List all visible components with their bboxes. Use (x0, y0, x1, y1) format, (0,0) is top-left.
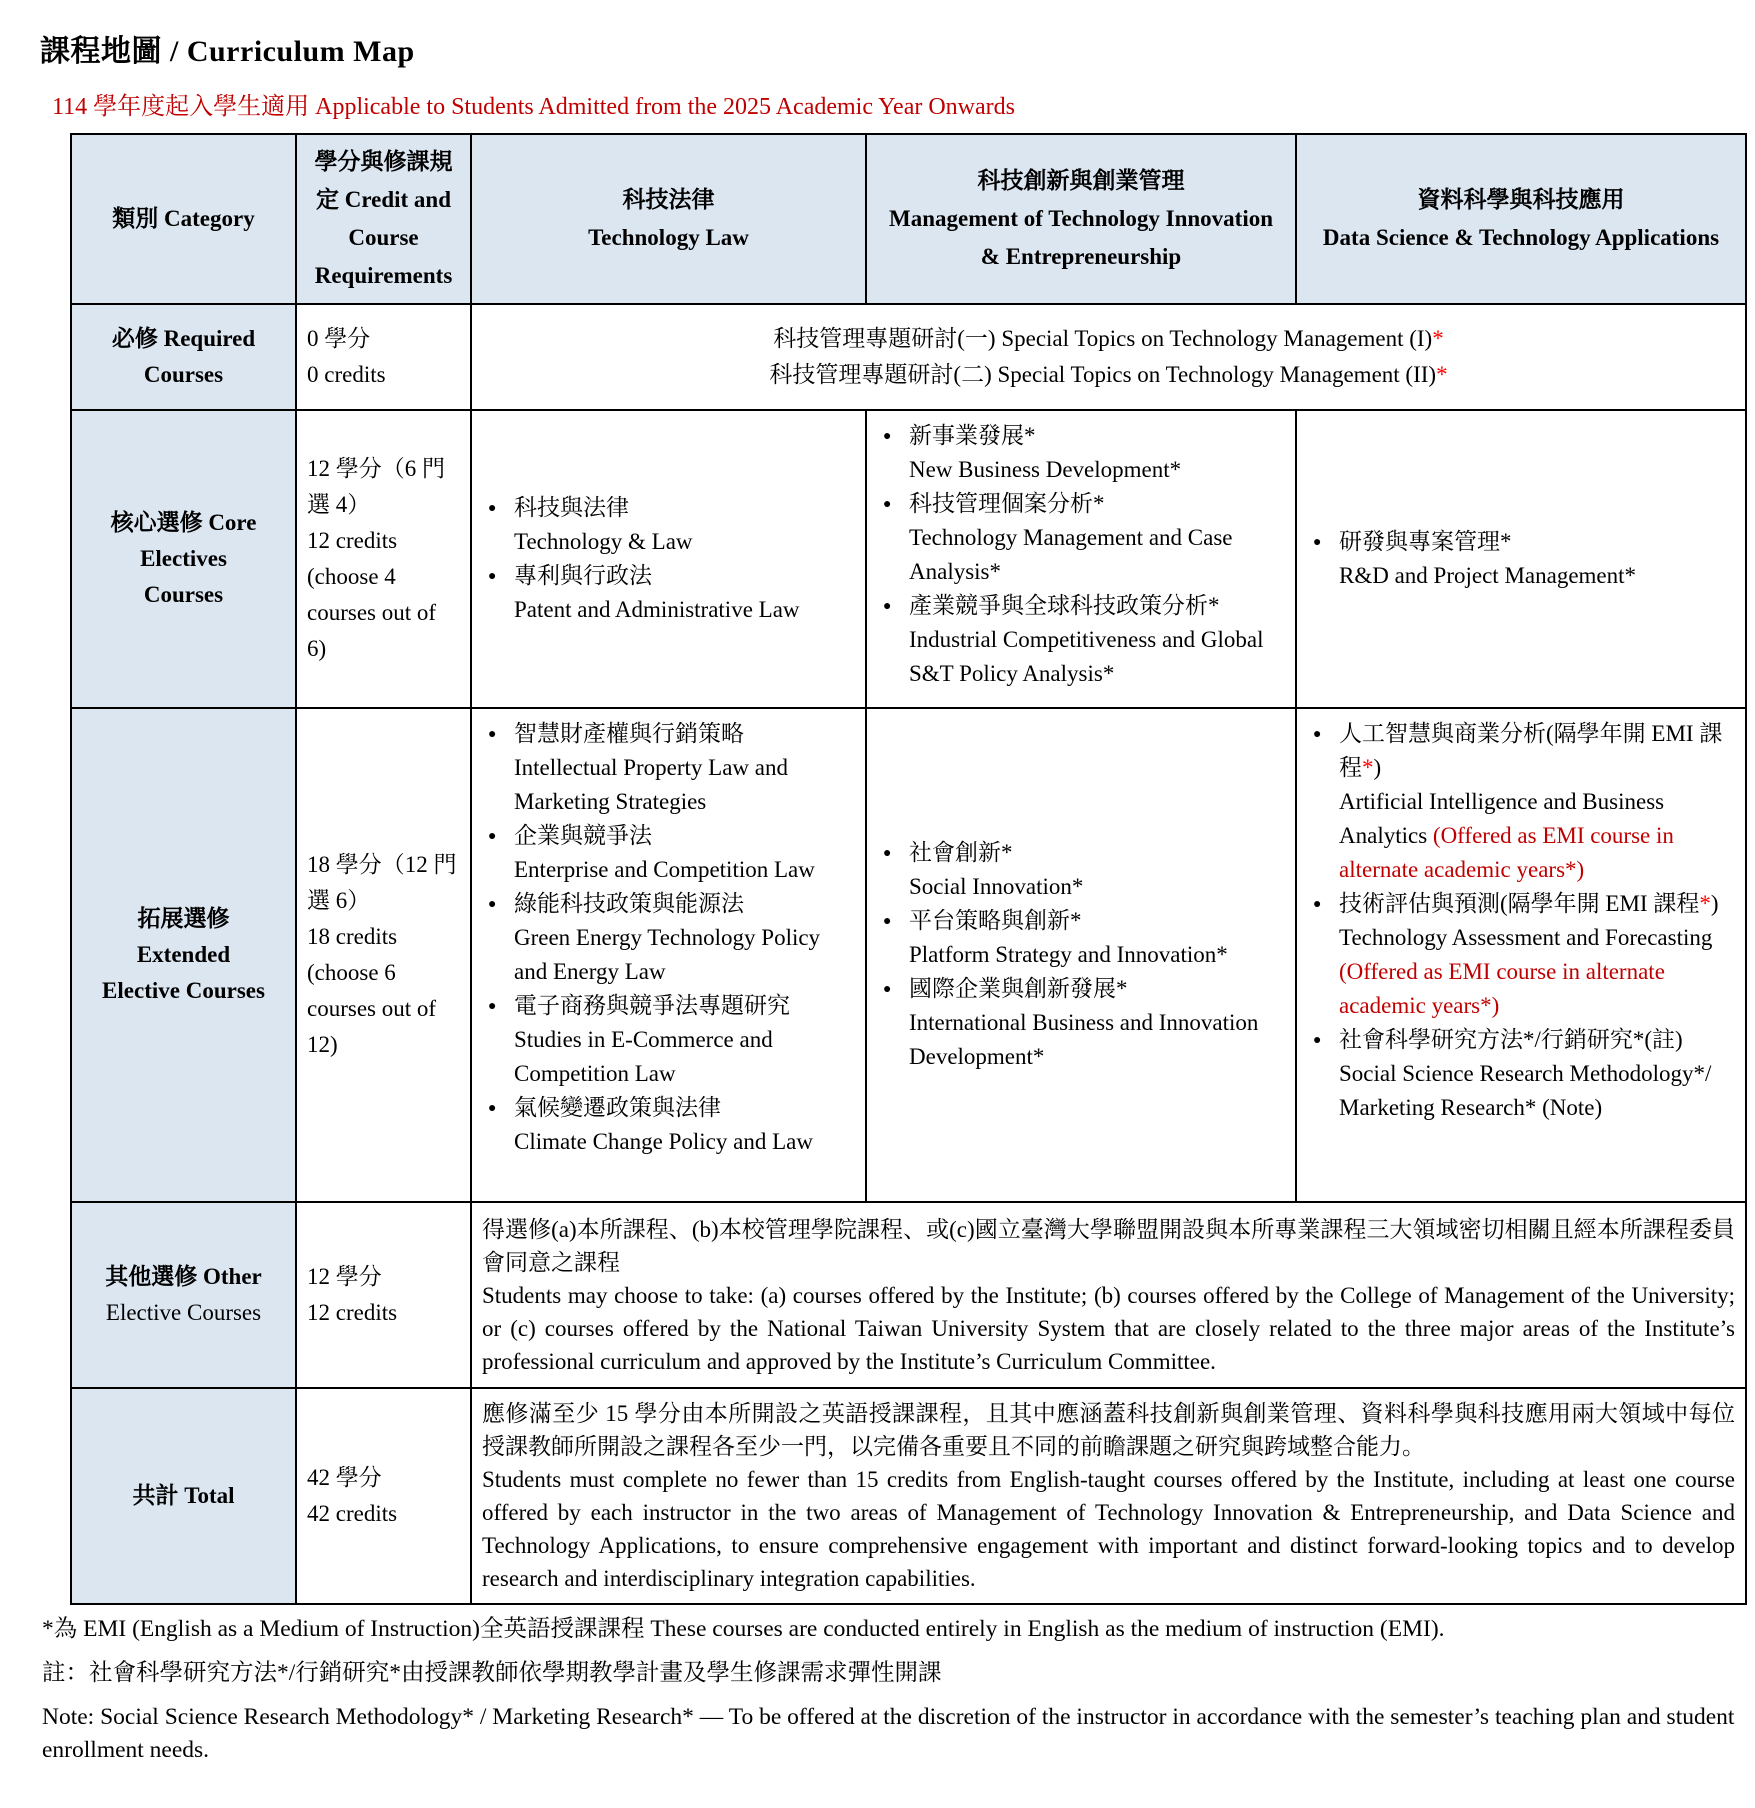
course-item (1307, 887, 1735, 1023)
course-zh-close: ) (1710, 891, 1719, 916)
other-category-line2: Elective Courses (105, 1300, 262, 1325)
curriculum-table (70, 133, 1747, 1605)
course-en-text: Technology Assessment and Forecasting (1339, 925, 1713, 950)
total-description-cell (471, 1388, 1746, 1604)
course-en (1339, 785, 1735, 887)
footnote-note-zh: 註：社會科學研究方法*/行銷研究*由授課教師依學期教學計畫及學生修課需求彈性開課 (42, 1660, 942, 1686)
bullet-icon: ● (488, 727, 497, 742)
core-mgmt-cell (866, 410, 1296, 708)
core-category-line2: Electives (140, 546, 227, 571)
other-credits-cell (296, 1202, 471, 1388)
extended-credits-zh: 18 學分（12 門選 6） (307, 852, 457, 913)
course-zh-text: 人工智慧與商業分析(隔學年開 EMI 課程 (1339, 721, 1723, 780)
header-mgmt-innovation-en: Management of Technology Innovation & Entrepreneurship (888, 206, 1273, 269)
core-ds-cell (1296, 410, 1746, 708)
total-credits-zh: 42 學分 (307, 1465, 382, 1490)
course-en: Patent and Administrative Law (514, 597, 800, 622)
extended-credits-en: 18 credits (choose 6 courses out of 12) (307, 924, 437, 1057)
emi-note-red: (Offered as EMI course in alternate academic years*) (1339, 959, 1665, 1018)
extended-category-line2: Extended (136, 942, 231, 967)
course-zh: 產業競爭與全球科技政策分析* (909, 593, 1220, 618)
required-category-cell (71, 304, 296, 410)
footnote-note-en: Note: Social Science Research Methodology* / Marketing Research* — To be offered at the discretion of the instructor in accordance with the semester’s teaching plan and student enrollment needs. (42, 1704, 1735, 1763)
course-item (482, 819, 855, 887)
required-category-line2: Courses (143, 362, 224, 387)
header-technology-law-zh: 科技法律 (622, 187, 715, 212)
required-courses-cell (471, 304, 1746, 410)
course-en: Green Energy Technology Policy and Energy Law (514, 925, 821, 984)
course-item (482, 989, 855, 1091)
course-en: R&D and Project Management* (1339, 563, 1637, 588)
extended-category-cell (71, 708, 296, 1202)
emi-asterisk: * (1362, 755, 1374, 780)
header-data-science-zh: 資料科學與科技應用 (1417, 187, 1625, 212)
required-course-line2-text: 科技管理專題研討(二) Special Topics on Technology Management (II) (769, 362, 1437, 387)
header-data-science-en: Data Science & Technology Applications (1322, 225, 1720, 250)
bullet-icon: ● (1313, 535, 1322, 550)
required-course-line1 (482, 321, 1735, 357)
course-item (877, 972, 1285, 1074)
course-en: Studies in E-Commerce and Competition Law (514, 1027, 773, 1086)
course-en: Industrial Competitiveness and Global S&T Policy Analysis* (909, 627, 1264, 686)
total-category-label: 共計 Total (132, 1483, 235, 1508)
total-credits-en: 42 credits (307, 1501, 398, 1526)
header-category (71, 134, 296, 304)
extended-mgmt-cell (866, 708, 1296, 1202)
required-course-line2-asterisk: * (1436, 362, 1448, 387)
total-description-zh: 應修滿至少 15 學分由本所開設之英語授課課程，且其中應涵蓋科技創新與創業管理、資料科學與科技應用兩大領域中每位授課教師所開設之課程各至少一門，以完備各重要且不同的前瞻課題之研究與跨域整合能力。 (482, 1401, 1735, 1459)
extended-category-line1: 拓展選修 (137, 906, 230, 931)
course-zh: 科技與法律 (514, 495, 629, 520)
other-credits-zh: 12 學分 (307, 1264, 382, 1289)
course-en: Platform Strategy and Innovation* (909, 942, 1228, 967)
bullet-icon: ● (883, 846, 892, 861)
row-core-electives (71, 410, 1746, 708)
course-zh: 專利與行政法 (514, 563, 652, 588)
course-item (877, 904, 1285, 972)
footnotes (42, 1613, 1755, 1767)
required-credits-en: 0 credits (307, 362, 386, 387)
course-en: Climate Change Policy and Law (514, 1129, 813, 1154)
course-item (482, 1091, 855, 1159)
course-zh: 智慧財產權與行銷策略 (514, 721, 744, 746)
extended-ds-cell (1296, 708, 1746, 1202)
course-zh (1339, 717, 1735, 785)
bullet-icon: ● (488, 999, 497, 1014)
core-category-line3: Courses (143, 582, 224, 607)
extended-law-cell (471, 708, 866, 1202)
header-category-label: 類別 Category (112, 206, 255, 231)
course-zh: 新事業發展* (909, 423, 1036, 448)
course-en: International Business and Innovation Development* (909, 1010, 1259, 1069)
applicability-note: 114 學年度起入學生適用 Applicable to Students Admitted from the 2025 Academic Year Onwards (52, 94, 1015, 120)
header-technology-law-en: Technology Law (588, 225, 749, 250)
required-course-line1-asterisk: * (1432, 326, 1444, 351)
course-zh-close: ) (1373, 755, 1382, 780)
required-category-line1: 必修 Required (111, 326, 256, 351)
extended-credits-cell (296, 708, 471, 1202)
course-zh: 綠能科技政策與能源法 (514, 891, 744, 916)
course-item (482, 491, 855, 559)
header-credit-requirements-label: 學分與修課規定 Credit and Course Requirements (314, 149, 453, 288)
total-credits-cell (296, 1388, 471, 1604)
bullet-icon: ● (1313, 727, 1322, 742)
extended-category-line3: Elective Courses (102, 978, 265, 1003)
course-item (877, 589, 1285, 691)
bullet-icon: ● (488, 569, 497, 584)
course-en: Technology & Law (514, 529, 693, 554)
row-other-electives (71, 1202, 1746, 1388)
course-item (482, 717, 855, 819)
course-zh: 社會科學研究方法*/行銷研究*(註) (1339, 1027, 1683, 1052)
other-credits-en: 12 credits (307, 1300, 398, 1325)
bullet-icon: ● (883, 914, 892, 929)
course-item (1307, 525, 1735, 593)
other-category-line1: 其他選修 Other (105, 1264, 262, 1289)
bullet-icon: ● (883, 599, 892, 614)
course-en: Enterprise and Competition Law (514, 857, 815, 882)
bullet-icon: ● (1313, 897, 1322, 912)
course-en: Intellectual Property Law and Marketing Strategies (514, 755, 788, 814)
other-description-en: Students may choose to take: (a) courses offered by the Institute; (b) courses offered by the College of Management of the University; or (c) courses offered by the National Taiwan University System that are closely related to the three major areas of the Institute’s professional curriculum and approved by the Institute’s Curriculum Committee. (482, 1282, 1735, 1374)
header-mgmt-innovation-zh: 科技創新與創業管理 (977, 168, 1185, 193)
course-en: Technology Management and Case Analysis* (909, 525, 1233, 584)
course-zh: 平台策略與創新* (909, 908, 1082, 933)
required-course-line1-text: 科技管理專題研討(一) Special Topics on Technology Management (I) (773, 326, 1433, 351)
course-item (1307, 1023, 1735, 1125)
core-category-line1: 核心選修 Core (110, 510, 257, 535)
course-zh: 國際企業與創新發展* (909, 976, 1128, 1001)
required-credits-zh: 0 學分 (307, 326, 371, 351)
emi-asterisk: * (1699, 891, 1711, 916)
course-item (877, 487, 1285, 589)
course-zh: 電子商務與競爭法專題研究 (514, 993, 790, 1018)
course-zh: 企業與競爭法 (514, 823, 652, 848)
course-zh: 社會創新* (909, 840, 1013, 865)
bullet-icon: ● (883, 982, 892, 997)
total-category-cell (71, 1388, 296, 1604)
course-item (1307, 717, 1735, 887)
course-zh (1339, 887, 1735, 921)
bullet-icon: ● (488, 897, 497, 912)
bullet-icon: ● (883, 429, 892, 444)
course-en (1339, 921, 1735, 1023)
header-row (71, 134, 1746, 304)
other-category-cell (71, 1202, 296, 1388)
course-item (877, 419, 1285, 487)
course-zh-text: 技術評估與預測(隔學年開 EMI 課程 (1339, 891, 1700, 916)
required-credits-cell (296, 304, 471, 410)
bullet-icon: ● (883, 497, 892, 512)
course-zh: 研發與專案管理* (1339, 529, 1512, 554)
header-data-science (1296, 134, 1746, 304)
core-credits-zh: 12 學分（6 門選 4） (307, 456, 445, 517)
bullet-icon: ● (488, 829, 497, 844)
core-credits-en: 12 credits (choose 4 courses out of 6) (307, 528, 437, 661)
course-en: Social Innovation* (909, 874, 1084, 899)
other-description-cell (471, 1202, 1746, 1388)
course-item (482, 559, 855, 627)
course-en: Social Science Research Methodology*/ Marketing Research* (Note) (1339, 1061, 1712, 1120)
course-item (877, 836, 1285, 904)
header-mgmt-innovation (866, 134, 1296, 304)
course-zh: 科技管理個案分析* (909, 491, 1105, 516)
bullet-icon: ● (488, 501, 497, 516)
core-category-cell (71, 410, 296, 708)
emi-note-red: (Offered as EMI course in alternate academic years*) (1339, 823, 1674, 882)
row-extended-electives (71, 708, 1746, 1202)
header-credit-requirements (296, 134, 471, 304)
other-description-zh: 得選修(a)本所課程、(b)本校管理學院課程、或(c)國立臺灣大學聯盟開設與本所專業課程三大領域密切相關且經本所課程委員會同意之課程 (482, 1216, 1735, 1275)
course-item (482, 887, 855, 989)
row-required-courses (71, 304, 1746, 410)
core-law-cell (471, 410, 866, 708)
core-credits-cell (296, 410, 471, 708)
page-title: 課程地圖 / Curriculum Map (40, 35, 415, 68)
required-course-line2 (482, 357, 1735, 393)
bullet-icon: ● (488, 1101, 497, 1116)
bullet-icon: ● (1313, 1033, 1322, 1048)
total-description-en: Students must complete no fewer than 15 credits from English-taught courses offered by the Institute, including at least one course offered by each instructor in the two areas of Management of Technology Innovation & Entrepreneurship, and Data Science and Technology Applications, to ensure comprehensive engagement with important and distinct forward-looking topics and to develop research and interdisciplinary integration capabilities. (482, 1467, 1735, 1591)
footnote-emi: *為 EMI (English as a Medium of Instruction)全英語授課課程 These courses are conducted entirely in English as the medium of instruction (EMI). (42, 1616, 1445, 1642)
course-zh: 氣候變遷政策與法律 (514, 1095, 721, 1120)
course-en-text: Artificial Intelligence and Business Analytics (1339, 789, 1665, 848)
header-technology-law (471, 134, 866, 304)
row-total (71, 1388, 1746, 1604)
course-en: New Business Development* (909, 457, 1182, 482)
